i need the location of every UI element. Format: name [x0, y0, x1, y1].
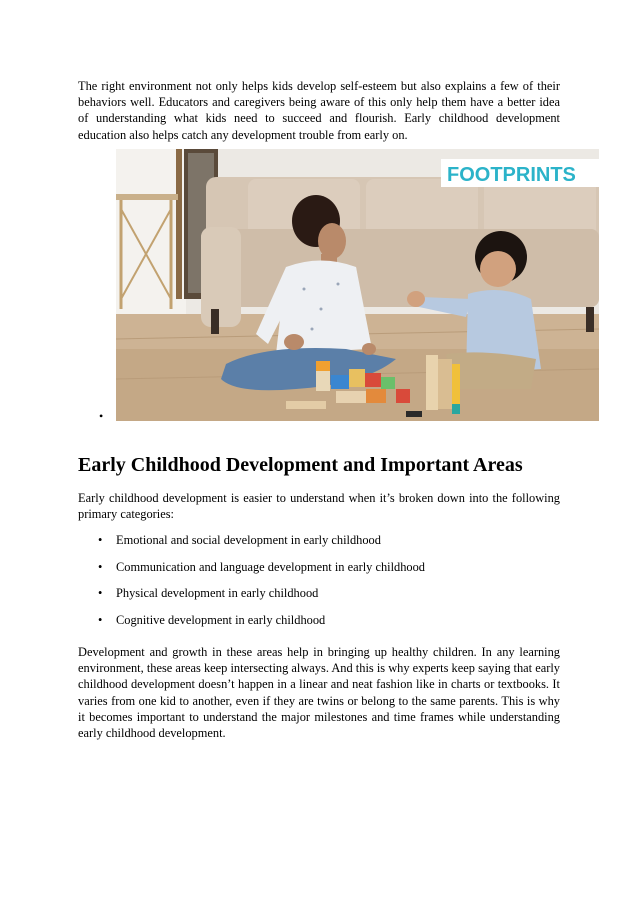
category-label: Communication and language development in early childhood — [116, 559, 425, 574]
categories-intro-paragraph: Early childhood development is easier to understand when it’s broken down into the following primary categories: — [78, 491, 560, 522]
category-label: Cognitive development in early childhood — [116, 612, 326, 627]
list-item — [78, 585, 560, 612]
list-item — [78, 612, 560, 639]
footprints-logo: FOOTPRINTS — [447, 164, 576, 186]
list-bullet: • — [98, 612, 103, 627]
section-heading: Early Childhood Development and Important Areas — [78, 454, 523, 476]
list-item — [78, 559, 560, 586]
closing-paragraph: Development and growth in these areas help in bringing up healthy children. In any learning environment, these areas keep intersecting always. And this is why experts keep saying that early childhood development doesn’t happen in a linear and neat fashion like in charts or textbooks. It varies from one kid to another, even if they are twins or belong to the same parents. This is why it becomes important to understand the major milestones and time frames while understanding early childhood development. — [78, 645, 560, 741]
photo-list-bullet: • — [99, 409, 104, 423]
category-label: Emotional and social development in early childhood — [116, 533, 381, 547]
mother-child-playing-photo — [116, 149, 599, 421]
intro-paragraph: The right environment not only helps kids develop self-esteem but also explains a few of their behaviors well. Educators and caregivers being aware of this only help them have a better idea of understanding what kids need to succeed and flourish. Early childhood development education also helps catch any development trouble from early on. — [78, 79, 560, 142]
list-bullet: • — [98, 586, 103, 600]
categories-list — [78, 532, 560, 638]
list-bullet: • — [98, 559, 103, 574]
list-bullet: • — [98, 533, 103, 547]
list-item — [78, 532, 560, 559]
category-label: Physical development in early childhood — [116, 586, 319, 600]
